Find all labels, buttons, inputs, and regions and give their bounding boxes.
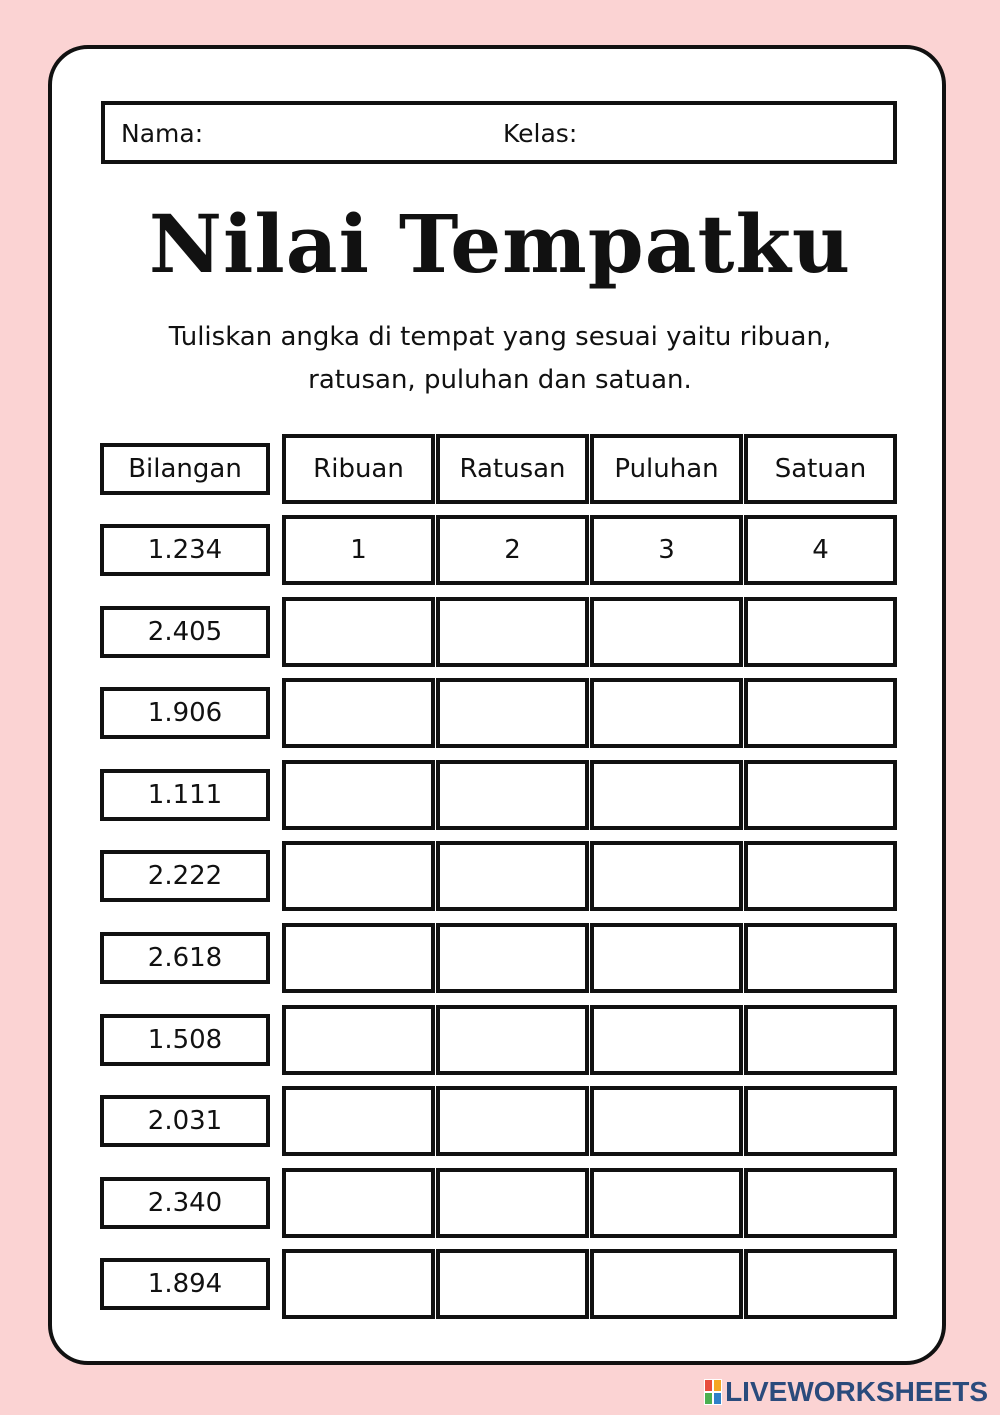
column-header-puluhan: Puluhan <box>590 434 743 504</box>
answer-cell-satuan[interactable] <box>744 597 897 667</box>
answer-cell-ribuan[interactable] <box>282 597 435 667</box>
answer-cell-puluhan[interactable] <box>590 1168 743 1238</box>
answer-cell-ratusan[interactable]: 2 <box>436 515 589 585</box>
answer-cell-ribuan[interactable] <box>282 1249 435 1319</box>
number-label: 1.894 <box>100 1258 270 1310</box>
answer-cell-ratusan[interactable] <box>436 841 589 911</box>
watermark-text: LIVEWORKSHEETS <box>725 1376 988 1407</box>
answer-cell-ribuan[interactable] <box>282 760 435 830</box>
logo-square <box>704 1392 713 1405</box>
answer-cell-ratusan[interactable] <box>436 1005 589 1075</box>
number-label: 2.222 <box>100 850 270 902</box>
answer-cell-puluhan[interactable]: 3 <box>590 515 743 585</box>
answer-cell-satuan[interactable] <box>744 1249 897 1319</box>
instruction-line-1: Tuliskan angka di tempat yang sesuai yaitu ribuan, <box>168 322 832 352</box>
answer-cell-satuan[interactable] <box>744 923 897 993</box>
page-title: Nilai Tempatku <box>148 197 852 291</box>
answer-cell-satuan[interactable] <box>744 1005 897 1075</box>
instruction-text <box>120 316 880 402</box>
answer-cell-ribuan[interactable]: 1 <box>282 515 435 585</box>
number-label: 1.234 <box>100 524 270 576</box>
answer-cell-satuan[interactable] <box>744 760 897 830</box>
answer-cell-ribuan[interactable] <box>282 1168 435 1238</box>
number-label: 1.906 <box>100 687 270 739</box>
answer-cell-puluhan[interactable] <box>590 923 743 993</box>
liveworksheets-logo-icon <box>704 1379 722 1405</box>
answer-cell-ribuan[interactable] <box>282 923 435 993</box>
answer-cell-puluhan[interactable] <box>590 760 743 830</box>
answer-cell-puluhan[interactable] <box>590 1086 743 1156</box>
number-label: 2.340 <box>100 1177 270 1229</box>
answer-cell-puluhan[interactable] <box>590 1249 743 1319</box>
answer-cell-ratusan[interactable] <box>436 760 589 830</box>
column-header-ribuan: Ribuan <box>282 434 435 504</box>
name-label: Nama: <box>121 119 204 148</box>
answer-cell-satuan[interactable] <box>744 1168 897 1238</box>
answer-cell-ratusan[interactable] <box>436 923 589 993</box>
answer-cell-ribuan[interactable] <box>282 1086 435 1156</box>
number-label: 2.031 <box>100 1095 270 1147</box>
logo-square <box>704 1379 713 1392</box>
answer-cell-ribuan[interactable] <box>282 841 435 911</box>
answer-cell-ribuan[interactable] <box>282 678 435 748</box>
number-label: 2.405 <box>100 606 270 658</box>
answer-cell-ribuan[interactable] <box>282 1005 435 1075</box>
answer-cell-satuan[interactable]: 4 <box>744 515 897 585</box>
answer-cell-ratusan[interactable] <box>436 597 589 667</box>
answer-cell-satuan[interactable] <box>744 1086 897 1156</box>
column-header-satuan: Satuan <box>744 434 897 504</box>
number-label: 1.111 <box>100 769 270 821</box>
logo-square <box>713 1392 722 1405</box>
liveworksheets-watermark <box>704 1375 988 1409</box>
instruction-line-2: ratusan, puluhan dan satuan. <box>308 365 692 395</box>
answer-cell-satuan[interactable] <box>744 678 897 748</box>
answer-cell-ratusan[interactable] <box>436 1168 589 1238</box>
answer-cell-ratusan[interactable] <box>436 1249 589 1319</box>
answer-cell-puluhan[interactable] <box>590 678 743 748</box>
number-header: Bilangan <box>100 443 270 495</box>
number-label: 1.508 <box>100 1014 270 1066</box>
answer-cell-puluhan[interactable] <box>590 841 743 911</box>
column-header-ratusan: Ratusan <box>436 434 589 504</box>
answer-cell-ratusan[interactable] <box>436 1086 589 1156</box>
number-label: 2.618 <box>100 932 270 984</box>
class-label: Kelas: <box>503 119 578 148</box>
answer-cell-puluhan[interactable] <box>590 597 743 667</box>
answer-cell-puluhan[interactable] <box>590 1005 743 1075</box>
name-class-bar <box>101 101 897 164</box>
answer-cell-ratusan[interactable] <box>436 678 589 748</box>
answer-cell-satuan[interactable] <box>744 841 897 911</box>
logo-square <box>713 1379 722 1392</box>
